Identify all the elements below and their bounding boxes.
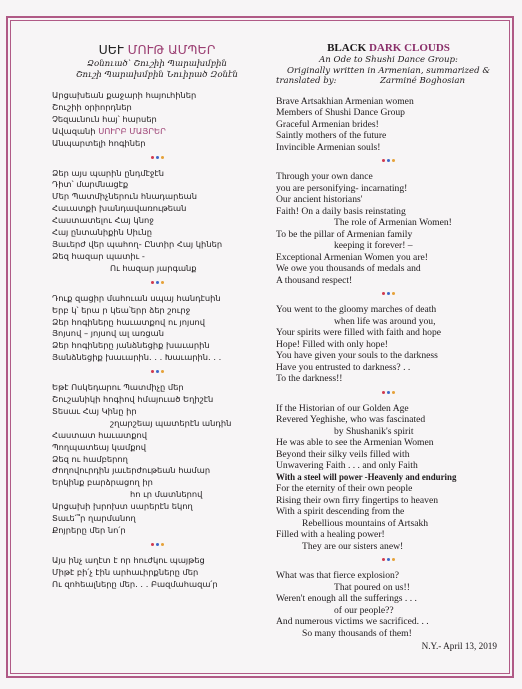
poem-line-text: Այս ինչ աղէտ է որ հուժկու պայթեց [52,554,205,565]
poem-line-text: Ձեր հոգիները յանձնեցիք խաւարին [52,340,210,351]
poem-line-text: Եթէ Ոսկեդարու Պատմիչը մեր [52,382,184,393]
poem-line [276,229,501,241]
separator-dot [161,543,164,546]
poem-line [52,501,262,513]
poem-line-text: Յոյսով – յոյսով ալ առցան [52,328,164,339]
poem-line [276,529,501,541]
translated-by-label: translated by: [276,76,337,86]
poem-line-text: Շուշանիկի հոգիով հմայուած Եղիշէն [52,394,214,405]
stanza [52,168,262,275]
poem-line [276,518,501,530]
poem-line-text: Անպարտելի հոգիներ [52,137,146,148]
separator-dot [151,156,154,159]
armenian-subtitle-line: Ձօնուած՝ Շուշիի Պարախմբին [87,59,227,69]
poem-line-text: Դիտ՝ մարմնացէք [52,179,129,190]
poem-line [52,406,262,418]
poem-line [52,138,262,150]
separator-dot [156,543,159,546]
poem-line-text: you are personifying- incarnating! [276,182,408,194]
stanza [52,555,262,591]
armenian-title-accent: ՄՈՒԹ ԱՄՊԵՐ [127,42,216,57]
poem-line [276,327,501,339]
stanza-separator-dots [52,151,262,159]
poem-line [276,350,501,362]
separator-dot [151,370,154,373]
poem-line [52,525,262,537]
poem-line [276,339,501,351]
poem-line [52,203,262,215]
poem-date: N.Y.- April 13, 2019 [421,641,497,651]
poem-line-text: Հաւատքի խանդավառութեան [52,203,187,214]
poem-line [276,628,501,640]
poem-line [276,217,501,229]
poem-line [276,304,501,316]
poem-line-text: With a steel will power -Heavenly and enduring [276,471,457,482]
poem-line-text: Our ancient historians' [276,194,363,205]
poem-line-text: We owe you thousands of medals and [276,263,421,274]
poem-line-text: Saintly mothers of the future [276,130,387,141]
poem-line [52,293,262,305]
stanza-separator-dots [52,538,262,546]
poem-line [276,472,501,484]
poem-line-text: Տեսաւ Հայ Կինը իր [52,405,137,416]
poem-line-text: You went to the gloomy marches of death [276,304,437,315]
poem-line [276,362,501,374]
poem-line-text: Չեզաւնուն հայ՝ հարսեր [52,113,157,124]
poem-line-text: Hope! Filled with only hope! [276,338,388,350]
poem-line-text: With a spirit descending from the [276,506,405,517]
poem-line [276,403,501,415]
english-subtitle [276,55,501,87]
poem-line [52,489,262,501]
poem-line [52,352,262,364]
poem-line-text: Graceful Armenian brides! [276,118,379,130]
poem-line-text: Դուք զացիր մահուան սպայ հանդէսին [52,292,221,303]
poem-line-text: So many thousands of them! [302,627,412,639]
poem-line [52,430,262,442]
poem-line-text: A thousand respect! [276,274,353,286]
separator-dot [387,558,390,561]
poem-line-text: They are our sisters anew! [302,540,404,552]
poem-line [52,340,262,352]
separator-dot [382,292,385,295]
poem-line [52,442,262,454]
poem-line-text: Հաստատելու Հայ կնոջ [52,215,154,226]
poem-line-text: What was that fierce explosion? [276,570,400,581]
poem-line-text: Faith! On a daily basis reinstating [276,205,406,217]
poem-line [276,171,501,183]
poem-line-text: To the darkness!! [276,373,343,384]
separator-dot [161,281,164,284]
stanza [276,304,501,385]
poem-line-text: Միթէ բի՛չ էին արհաւիրքները մեր [52,566,199,577]
poem-line [276,194,501,206]
poem-line [52,465,262,477]
poem-line-text: For the eternity of their own people [276,483,413,494]
armenian-column [52,42,262,591]
poem-line-text: If the Historian of our Golden Age [276,402,409,414]
poem-line-text: Տաւե՛՞ր ղարմանող [52,513,136,524]
stanza [52,293,262,364]
english-title-accent: DARK CLOUDS [368,42,450,54]
poem-line [276,119,501,131]
poem-line-text: Ձեր հոգիները հաւատքով ու յոյսով [52,316,205,327]
separator-dot [382,558,385,561]
poem-line [276,142,501,154]
poem-line [276,495,501,507]
poem-line-text: Ավազանի [52,125,99,136]
poem-line [276,240,501,252]
poem-line-text: Through your own dance [276,171,373,182]
poem-line [276,107,501,119]
separator-dot [156,370,159,373]
poem-line-text: Beyond their silky veils filled with [276,448,410,460]
poem-line-text: Երբ կ՝ երա ր կեա՝երր ձեր շուրջ [52,304,191,315]
armenian-poem [52,90,262,591]
poem-line-text: Յաւերժ վեր պահող- Ընտիր Հայ կիներ [52,238,223,249]
stanza [276,171,501,286]
stanza-separator-dots [276,386,501,394]
separator-dot [151,543,154,546]
poem-line-text: հո ւր մատներով [130,489,203,500]
poem-line [276,130,501,142]
armenian-subtitle-line: Շուշի Պարախմբին Նուիրած Զօնէն [76,70,238,80]
poem-line-text: Հայ ընտանիքին Սիւնը [52,227,152,238]
poem-line-text: Invincible Armenian souls! [276,141,381,153]
separator-dot [382,391,385,394]
separator-dot [392,391,395,394]
stanza [52,90,262,150]
poem-line-text: Պողպատեայ կամքով [52,441,147,452]
poem-line [52,90,262,102]
poem-line [52,102,262,114]
poem-line [52,168,262,180]
poem-line [52,227,262,239]
poem-line-text: Արցախի խրոխտ սարերէն եկող [52,501,193,512]
poem-line-text: Have you entrusted to darkness? . . [276,361,411,373]
poem-line [276,506,501,518]
poem-line [52,191,262,203]
poem-line-text: Your spirits were filled with faith and hope [276,327,442,338]
poem-line [276,275,501,287]
poem-line-text: Արցախեան քաջարի հայուհիներ [52,90,197,100]
poem-line [276,460,501,472]
separator-dot [382,159,385,162]
poem-line [276,373,501,385]
poem-line-text: շղարշեայ պատերէն անդին [110,417,232,428]
poem-line [52,555,262,567]
poem-line [52,263,262,275]
poem-line [52,454,262,466]
stanza-separator-dots [276,154,501,162]
stanza [52,382,262,537]
poem-line [276,593,501,605]
stanza [276,570,501,639]
poem-line-text: Շուշիի օրիորդներ [52,101,132,112]
poem-line [52,477,262,489]
poem-line-text: Ու զոհեալները մեր. . . Բազմահազա՛ր [52,578,218,589]
poem-line [52,394,262,406]
english-poem [276,96,501,640]
poem-line [276,426,501,438]
separator-dot [387,292,390,295]
separator-dot [392,159,395,162]
poem-line-text: The role of Armenian Women! [334,217,452,228]
stanza [276,403,501,553]
poem-line-text: by Shushanik's spirit [334,425,414,437]
poem-line [52,328,262,340]
poem-line [52,317,262,329]
poem-line [52,418,262,430]
poem-line-text: Յանձնեցիք խաւարին. . . Խաւարին. . . [52,352,222,363]
armenian-subtitle [52,59,262,81]
poem-line-text: Ձեզ հազար պատիւ - [52,250,145,261]
poem-line [276,570,501,582]
poem-line-text: when life was around you, [334,315,436,327]
poem-line [52,179,262,191]
poem-line [52,513,262,525]
poem-line [276,414,501,426]
stanza [276,96,501,154]
poem-line [52,251,262,263]
poem-line-accent: ՍՈՒՐԲ ՄԱՅՐԵՐ [98,125,166,136]
poem-line-text: Երկինք բարձրացող իր [52,477,153,488]
poem-line-text: Ձեզ ու համբերող [52,453,128,464]
translator-name: Zarminé Boghosian [380,76,465,86]
poem-line [276,183,501,195]
poem-line [276,316,501,328]
separator-dot [387,391,390,394]
poem-line-text: Weren't enough all the sufferings . . . [276,593,417,604]
poem-line-text: Members of Shushi Dance Group [276,107,405,118]
poem-line-text: To be the pillar of Armenian family [276,228,413,240]
separator-dot [392,558,395,561]
poem-line-text: Ու հազար յարգանք [110,262,197,273]
poem-line-text: Ձեր այս պարին ընդմէջէն [52,167,165,178]
poem-line [276,263,501,275]
poem-line-text: That poured on us!! [334,581,410,593]
poem-line-text: Brave Artsakhian Armenian women [276,95,414,107]
poem-line [52,126,262,138]
poem-line-text: And numerous victims we sacrificed. . . [276,616,429,627]
armenian-title [52,42,262,57]
armenian-title-black: ՍԵՒ [98,42,124,57]
poem-line [276,437,501,449]
poem-line-text: Filled with a healing power! [276,529,385,540]
english-subtitle-line: An Ode to Shushi Dance Group: [319,55,458,65]
english-title-black: BLACK [327,42,367,54]
english-subtitle-line: Originally written in Armenian, summarized & [286,65,491,76]
stanza-separator-dots [52,365,262,373]
poem-line [52,305,262,317]
poem-line [276,605,501,617]
separator-dot [387,159,390,162]
poem-line-text: Rebellious mountains of Artsakh [302,517,429,529]
poem-line [276,616,501,628]
poem-line [276,582,501,594]
poem-line-text: keeping it forever! – [334,240,413,251]
poem-line [52,382,262,394]
poem-line [52,567,262,579]
stanza-separator-dots [276,553,501,561]
poem-line [276,483,501,495]
separator-dot [161,370,164,373]
poem-line [52,579,262,591]
english-title [276,42,501,54]
poem-line [52,215,262,227]
poem-line-text: Քոյրերը մեր նո՛ր [52,525,126,535]
poem-line-text: Մեր Պատմիչներուն հնադարեան [52,191,197,202]
poem-line [52,239,262,251]
poem-line-text: Unwavering Faith . . . and only Faith [276,460,418,471]
poem-line-text: Rising their own firry fingertips to heaven [276,494,438,506]
poem-line-text: Ժողովուրդին յաւերժութեան համար [52,465,211,476]
poem-line-text: of our people?? [334,604,394,616]
stanza-separator-dots [276,287,501,295]
poem-line [276,96,501,108]
poem-line [276,541,501,553]
poem-line [276,206,501,218]
poem-line-text: You have given your souls to the darkness [276,350,438,361]
poem-line [52,114,262,126]
poem-line-text: He was able to see the Armenian Women [276,437,434,448]
poem-line-text: Exceptional Armenian Women you are! [276,251,428,263]
english-column [276,42,501,651]
separator-dot [161,156,164,159]
poem-line-text: Հաստատ հաւատքով [52,429,148,440]
stanza-separator-dots [52,276,262,284]
poem-line-text: Revered Yeghishe, who was fascinated [276,414,426,425]
separator-dot [392,292,395,295]
poem-line [276,252,501,264]
poem-line [276,449,501,461]
translator-credit [276,76,501,87]
separator-dot [151,281,154,284]
separator-dot [156,281,159,284]
separator-dot [156,156,159,159]
